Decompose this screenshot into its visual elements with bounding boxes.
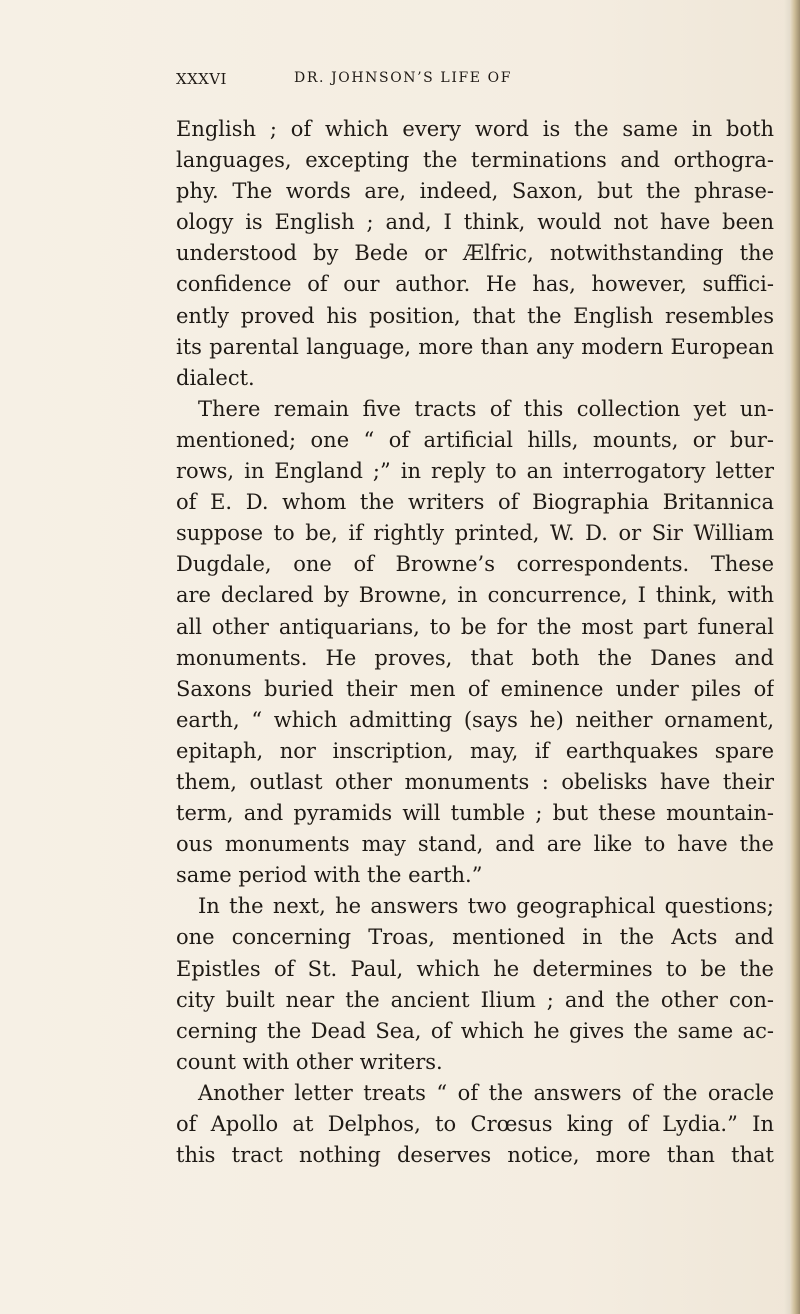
text-line: In the next, he answers two geographical questions;	[198, 894, 774, 919]
text-line: all other antiquarians, to be for the most part funeral	[176, 614, 774, 639]
text-line: same period with the earth.”	[176, 863, 483, 888]
text-line: Dugdale, one of Browne’s correspondents. These	[176, 552, 774, 577]
text-line: confidence of our author. He has, however, suffici-	[176, 272, 774, 297]
page-number: XXXVI	[176, 70, 227, 88]
text-line: ous monuments may stand, and are like to have the	[176, 832, 774, 857]
page-edge-shadow	[790, 0, 800, 1314]
text-line: are declared by Browne, in concurrence, I think, with	[176, 583, 774, 608]
text-line: cerning the Dead Sea, of which he gives the same ac-	[176, 1018, 774, 1043]
text-line: city built near the ancient Ilium ; and the other con-	[176, 987, 774, 1012]
running-title: DR. JOHNSON’S LIFE OF	[294, 70, 513, 86]
text-line: one concerning Troas, mentioned in the Acts and	[176, 925, 774, 950]
text-line: ently proved his position, that the English resembles	[176, 303, 774, 328]
text-line: English ; of which every word is the same in both	[176, 117, 774, 141]
text-line: There remain five tracts of this collection yet un-	[198, 396, 774, 421]
text-line: phy. The words are, indeed, Saxon, but the phrase-	[176, 179, 774, 204]
text-line: ology is English ; and, I think, would not have been	[176, 210, 774, 235]
text-line: dialect.	[176, 365, 255, 390]
text-line: of Apollo at Delphos, to Crœsus king of Lydia.” In	[176, 1112, 774, 1136]
text-line: languages, excepting the terminations and orthogra-	[176, 148, 774, 173]
text-line: Saxons buried their men of eminence under piles of	[176, 676, 774, 701]
text-line: rows, in England ;” in reply to an interrogatory letter	[176, 459, 774, 484]
text-line: monuments. He proves, that both the Danes and	[176, 645, 774, 670]
text-line: understood by Bede or Ælfric, notwithstanding the	[176, 241, 774, 266]
text-line: Epistles of St. Paul, which he determines to be the	[176, 956, 774, 981]
running-head	[176, 70, 606, 90]
text-line: term, and pyramids will tumble ; but these mountain-	[176, 801, 774, 826]
text-line: Another letter treats “ of the answers of the oracle	[198, 1080, 774, 1105]
text-line: them, outlast other monuments : obelisks have their	[176, 769, 774, 794]
text-line: its parental language, more than any modern European	[176, 334, 774, 359]
text-line: of E. D. whom the writers of Biographia Britannica	[176, 490, 774, 515]
body-text	[176, 114, 774, 1171]
text-line: earth, “ which admitting (says he) neither ornament,	[176, 707, 774, 732]
text-line: epitaph, nor inscription, may, if earthquakes spare	[176, 738, 774, 763]
text-line: mentioned; one “ of artificial hills, mounts, or bur-	[176, 427, 774, 452]
text-line: this tract nothing deserves notice, more than that	[176, 1143, 774, 1168]
text-line: count with other writers.	[176, 1049, 443, 1074]
page-edge-gutter	[784, 0, 790, 1314]
text-line: suppose to be, if rightly printed, W. D. or Sir William	[176, 521, 774, 546]
